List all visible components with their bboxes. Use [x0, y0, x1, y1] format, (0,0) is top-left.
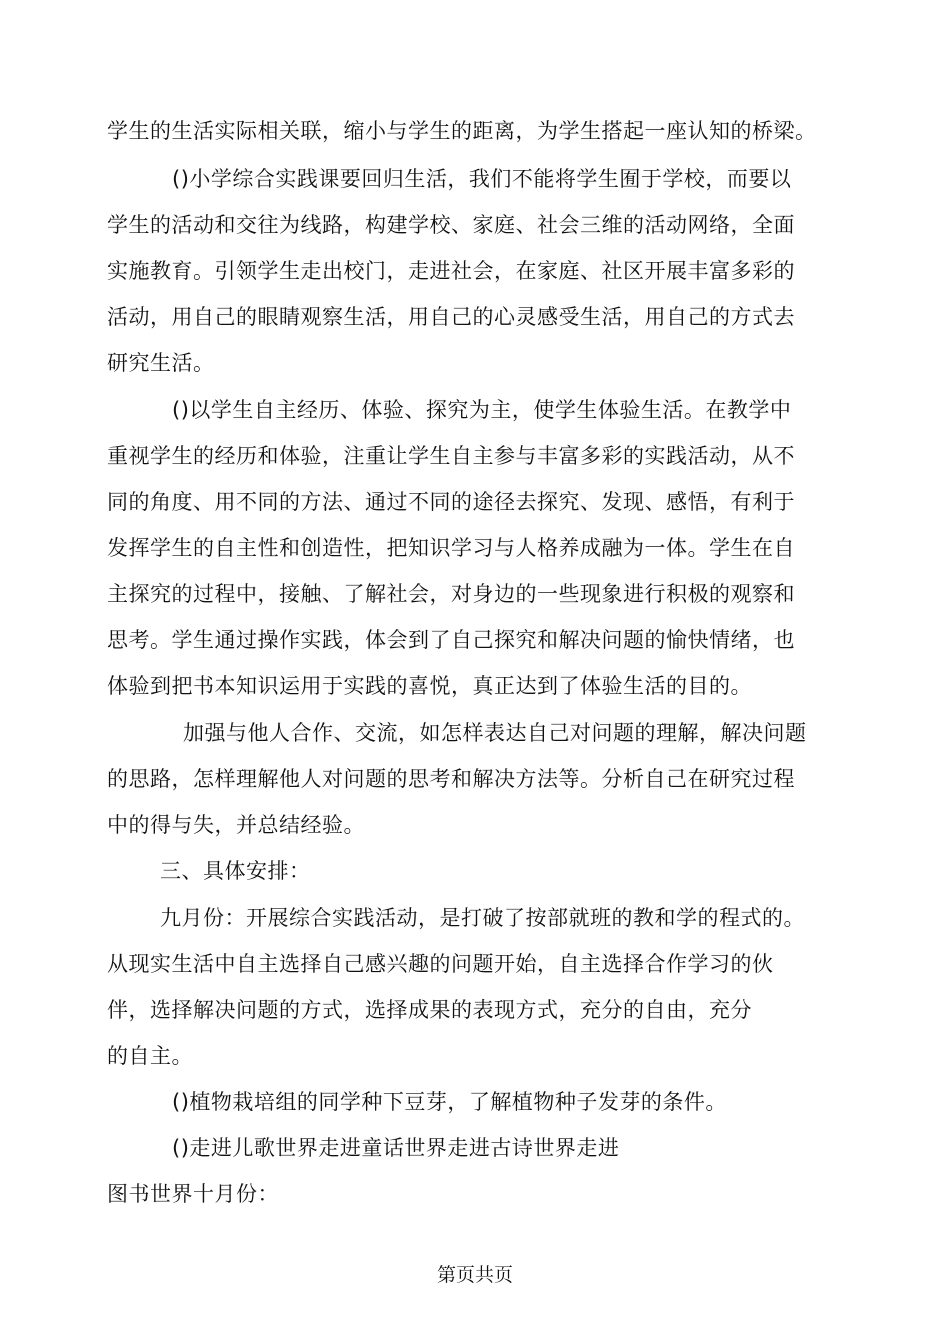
- text-line: 实施教育。引领学生走出校门，走进社会，在家庭、社区开展丰富多彩的: [107, 259, 795, 283]
- text-line: 九月份：开展综合实践活动，是打破了按部就班的教和学的程式的。: [160, 906, 805, 930]
- text-line: ()走进儿歌世界走进童话世界走进古诗世界走进: [172, 1136, 620, 1160]
- text-line: 伴，选择解决问题的方式，选择成果的表现方式，充分的自由，充分: [107, 998, 752, 1022]
- text-line: 的自主。: [107, 1044, 193, 1068]
- text-line: 中的得与失，并总结经验。: [107, 813, 365, 837]
- text-line: 体验到把书本知识运用于实践的喜悦，真正达到了体验生活的目的。: [107, 674, 752, 698]
- text-line: 活动，用自己的眼睛观察生活，用自己的心灵感受生活，用自己的方式去: [107, 305, 795, 329]
- text-line: ()以学生自主经历、体验、探究为主，使学生体验生活。在教学中: [172, 398, 792, 422]
- text-line: 重视学生的经历和体验，注重让学生自主参与丰富多彩的实践活动，从不: [107, 444, 795, 468]
- text-line: 图书世界十月份：: [107, 1182, 279, 1206]
- text-line: 从现实生活中自主选择自己感兴趣的问题开始，自主选择合作学习的伙: [107, 952, 774, 976]
- text-line: 思考。学生通过操作实践，体会到了自己探究和解决问题的愉快情绪，也: [107, 628, 795, 652]
- text-line: 学生的活动和交往为线路，构建学校、家庭、社会三维的活动网络，全面: [107, 213, 795, 237]
- section-heading: 三、具体安排：: [160, 859, 311, 883]
- text-line: 主探究的过程中，接触、了解社会，对身边的一些现象进行积极的观察和: [107, 582, 795, 606]
- text-line: 加强与他人合作、交流，如怎样表达自己对问题的理解，解决问题: [183, 721, 807, 745]
- text-line: ()小学综合实践课要回归生活，我们不能将学生囿于学校，而要以: [172, 167, 792, 191]
- text-line: 研究生活。: [107, 351, 215, 375]
- text-line: 发挥学生的自主性和创造性，把知识学习与人格养成融为一体。学生在自: [107, 536, 795, 560]
- text-line: ()植物栽培组的同学种下豆芽，了解植物种子发芽的条件。: [172, 1090, 727, 1114]
- text-line: 同的角度、用不同的方法、通过不同的途径去探究、发现、感悟，有利于: [107, 490, 795, 514]
- page-footer: 第页共页: [436, 1264, 513, 1286]
- text-line: 学生的生活实际相关联，缩小与学生的距离，为学生搭起一座认知的桥梁。: [107, 119, 817, 143]
- text-line: 的思路，怎样理解他人对问题的思考和解决方法等。分析自己在研究过程: [107, 767, 795, 791]
